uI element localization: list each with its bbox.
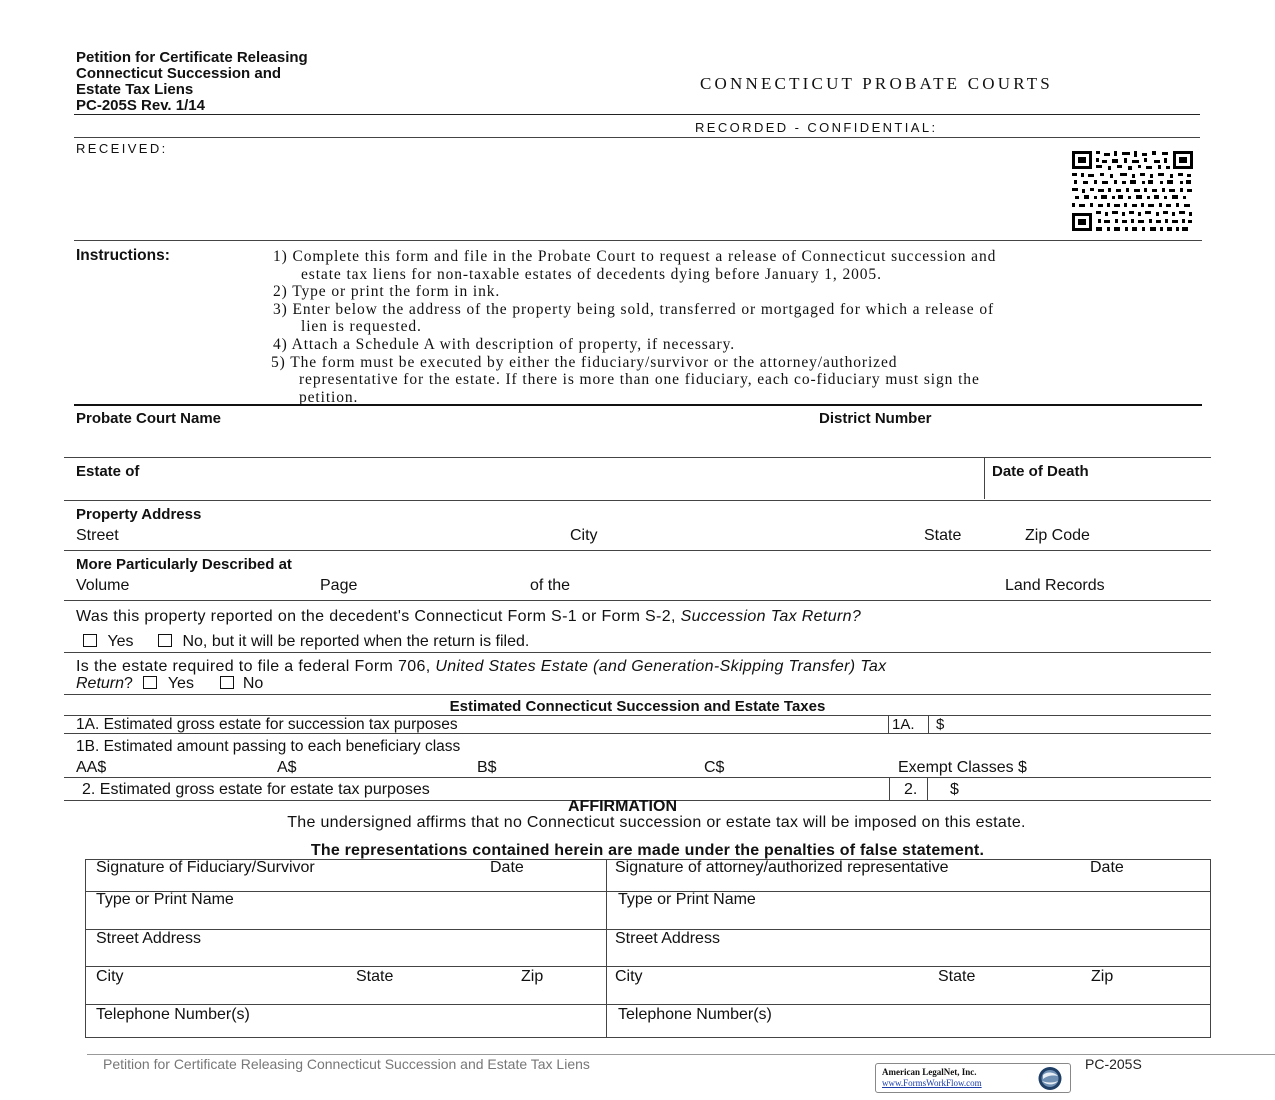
question-italic: Succession Tax Return?	[680, 608, 862, 625]
form-title	[76, 50, 308, 114]
recorded-confidential-label: RECORDED - CONFIDENTIAL:	[695, 120, 938, 135]
instruction-line: 3) Enter below the address of the property being sold, transferred or mortgaged for which a release of	[273, 300, 995, 318]
logo-website-link[interactable]: www.FormsWorkFlow.com	[882, 1078, 982, 1088]
fiduciary-date-label: Date	[490, 859, 524, 876]
instructions-list	[273, 248, 1203, 406]
divider	[888, 716, 889, 733]
american-legalnet-logo[interactable]	[875, 1063, 1071, 1093]
divider	[87, 1054, 1275, 1055]
question-italic: Return	[76, 675, 125, 692]
instruction-line: 1) Complete this form and file in the Probate Court to request a release of Connecticut succession and	[273, 248, 997, 265]
fiduciary-telephone-label: Telephone Number(s)	[96, 1006, 250, 1023]
street-label: Street	[76, 527, 119, 544]
instruction-line: 5) The form must be executed by either the fiduciary/survivor or the attorney/authorized	[271, 353, 898, 371]
exempt-classes-label: Exempt Classes $	[898, 759, 1027, 776]
divider	[928, 716, 929, 733]
divider	[85, 966, 1211, 967]
question-succession-options	[83, 633, 529, 651]
divider	[64, 457, 1211, 458]
footer-title: Petition for Certificate Releasing Connecticut Succession and Estate Tax Liens	[103, 1056, 590, 1072]
class-c-label: C$	[704, 759, 725, 776]
divider	[74, 240, 1202, 241]
divider	[64, 600, 1211, 601]
divider	[984, 458, 985, 499]
divider	[889, 778, 890, 800]
line-1b-label: 1B. Estimated amount passing to each beneficiary class	[76, 738, 461, 755]
no-will-report-label: No, but it will be reported when the return is filed.	[182, 633, 530, 650]
district-number-label: District Number	[819, 410, 932, 427]
attorney-city-label: City	[615, 968, 643, 985]
footer-form-number: PC-205S	[1085, 1056, 1142, 1072]
globe-icon	[1034, 1066, 1066, 1091]
fiduciary-name-label: Type or Print Name	[96, 891, 234, 908]
affirmation-heading: AFFIRMATION	[567, 798, 677, 815]
attorney-name-label: Type or Print Name	[618, 891, 756, 908]
volume-label: Volume	[76, 577, 130, 594]
no-label: No	[242, 675, 264, 692]
attorney-signature-label: Signature of attorney/authorized representative	[615, 859, 949, 876]
question-text: Was this property reported on the decedent's Connecticut Form S-1 or Form S-2,	[76, 608, 681, 625]
question-form-706	[76, 658, 886, 676]
fiduciary-city-label: City	[96, 968, 124, 985]
fiduciary-signature-label: Signature of Fiduciary/Survivor	[96, 859, 315, 876]
page-label: Page	[320, 577, 358, 594]
no-will-report-checkbox[interactable]	[158, 634, 172, 647]
date-of-death-label: Date of Death	[992, 463, 1089, 480]
dollar-sign: $	[936, 716, 945, 733]
logo-company-name: American LegalNet, Inc.	[882, 1067, 977, 1077]
attorney-zip-label: Zip	[1091, 968, 1114, 985]
zip-code-label: Zip Code	[1025, 527, 1090, 544]
state-label: State	[924, 527, 962, 544]
instruction-line: 2) Type or print the form in ink.	[273, 283, 501, 301]
question-mark: ?	[124, 675, 133, 692]
divider	[64, 733, 1211, 734]
court-name-heading: CONNECTICUT PROBATE COURTS	[700, 74, 1053, 93]
class-b-label: B$	[477, 759, 497, 776]
line-2-label: 2. Estimated gross estate for estate tax purposes	[82, 781, 430, 798]
line-1a-label: 1A. Estimated gross estate for succession tax purposes	[76, 716, 458, 733]
attorney-street-label: Street Address	[615, 930, 720, 947]
fiduciary-street-label: Street Address	[96, 930, 201, 947]
yes-checkbox[interactable]	[143, 676, 157, 689]
fiduciary-zip-label: Zip	[521, 968, 544, 985]
question-italic: United States Estate (and Generation-Skipping Transfer) Tax	[435, 658, 887, 675]
land-records-label: Land Records	[1005, 577, 1105, 594]
probate-court-name-label: Probate Court Name	[76, 410, 222, 427]
divider	[64, 694, 1211, 695]
taxes-heading: Estimated Connecticut Succession and Estate Taxes	[449, 698, 826, 715]
class-a-label: A$	[277, 759, 297, 776]
form-title-line: Estate Tax Liens	[76, 81, 194, 98]
form-title-line: Petition for Certificate Releasing	[76, 49, 308, 66]
divider	[64, 550, 1211, 551]
yes-checkbox[interactable]	[83, 634, 97, 647]
dollar-sign: $	[950, 781, 959, 798]
question-succession-return	[76, 608, 861, 626]
instructions-label: Instructions:	[76, 247, 170, 264]
instruction-line: petition.	[299, 388, 359, 406]
attorney-date-label: Date	[1090, 859, 1124, 876]
instruction-line: lien is requested.	[301, 318, 422, 336]
of-the-label: of the	[530, 577, 571, 594]
divider	[927, 778, 928, 800]
divider	[606, 859, 607, 1038]
question-text: Is the estate required to file a federal Form 706,	[76, 658, 436, 675]
divider	[64, 652, 1211, 653]
divider	[74, 114, 1200, 115]
instruction-line: estate tax liens for non-taxable estates of decedents dying before January 1, 2005.	[301, 265, 882, 283]
attorney-telephone-label: Telephone Number(s)	[618, 1006, 772, 1023]
estate-of-label: Estate of	[76, 463, 140, 480]
received-label: RECEIVED:	[76, 141, 168, 156]
instruction-line: representative for the estate. If there is more than one fiduciary, each co-fiduciary must sign the	[299, 371, 980, 389]
attorney-state-label: State	[938, 968, 976, 985]
affirmation-text: The undersigned affirms that no Connecticut succession or estate tax will be imposed on this estate.	[287, 814, 1026, 831]
question-form-706-options	[76, 675, 263, 693]
no-checkbox[interactable]	[220, 676, 234, 689]
box-1a-label: 1A.	[892, 716, 915, 733]
box-2-label: 2.	[904, 781, 918, 798]
form-number: PC-205S Rev. 1/14	[76, 97, 205, 114]
divider	[74, 137, 1200, 138]
form-title-line: Connecticut Succession and	[76, 65, 282, 82]
yes-label: Yes	[167, 675, 194, 692]
instruction-line: 4) Attach a Schedule A with description of property, if necessary.	[273, 335, 735, 353]
penalty-statement: The representations contained herein are made under the penalties of false statement.	[310, 842, 985, 859]
divider	[64, 500, 1211, 501]
more-described-label: More Particularly Described at	[76, 556, 292, 573]
fiduciary-state-label: State	[356, 968, 394, 985]
class-aa-label: AA$	[76, 759, 107, 776]
divider	[85, 1004, 1211, 1005]
city-label: City	[570, 527, 598, 544]
divider	[64, 777, 1211, 778]
divider	[74, 404, 1202, 406]
yes-label: Yes	[107, 633, 134, 650]
qr-code-icon	[1072, 151, 1193, 231]
property-address-label: Property Address	[76, 506, 202, 523]
